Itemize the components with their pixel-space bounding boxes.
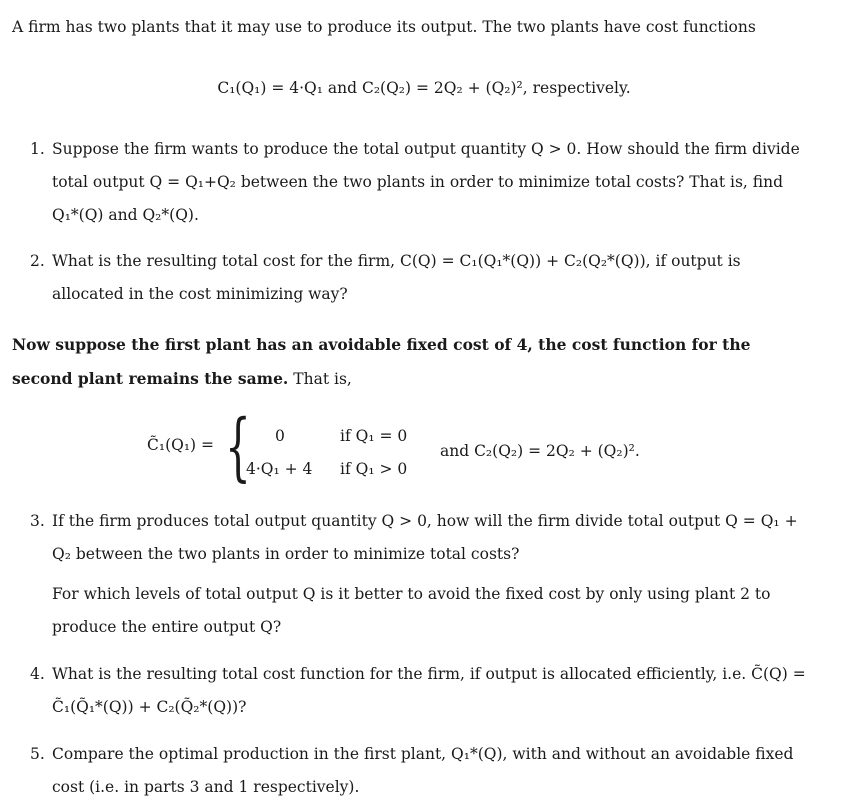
case1-condition: if Q₁ = 0 [340,427,408,445]
q5-text: Compare the optimal production in the first plant, Q₁*(Q), with and without an avoidable fixed cost (i.e. in parts 3 and 1 respectively). [52,745,794,796]
cost-function-equation: C₁(Q₁) = 4·Q₁ and C₂(Q₂) = 2Q₂ + (Q₂)², respectively. [217,79,631,97]
q3-followup-text: For which levels of total output Q is it better to avoid the fixed cost by only using plant 2 to produce the entire output Q? [52,585,771,636]
case2-condition: if Q₁ > 0 [340,460,408,478]
fixed-cost-bold-text: Now suppose the first plant has an avoidable fixed cost of 4, the cost function for the second plant remains the same. [12,335,751,388]
fixed-cost-paragraph [12,328,798,396]
left-brace: { [225,404,251,490]
q1-text: Suppose the firm wants to produce the total output quantity Q > 0. How should the firm divide total output Q = Q₁+Q₂ between the two plants in order to minimize total costs? That is, find Q₁*(Q) and Q₂*(Q). [52,140,800,224]
q4-number: 4. [30,665,45,683]
q4-text: What is the resulting total cost function for the firm, if output is allocated efficiently, i.e. C̃(Q) = C̃₁(Q̃₁*(Q)) + C₂(Q̃₂*(Q))? [52,665,806,716]
q1-number: 1. [30,140,45,158]
plant2-cost-equation: and C₂(Q₂) = 2Q₂ + (Q₂)². [440,442,640,460]
piecewise-lhs: C̃₁(Q₁) = [147,436,215,454]
q5-number: 5. [30,745,45,763]
q3-text: If the firm produces total output quantity Q > 0, how will the firm divide total output Q = Q₁ + Q₂ between the two plants in order to minimize total costs? [52,512,798,563]
case1-value: 0 [275,427,285,445]
q2-number: 2. [30,252,45,270]
case2-value: 4·Q₁ + 4 [246,460,313,478]
q2-text: What is the resulting total cost for the firm, C(Q) = C₁(Q₁*(Q)) + C₂(Q₂*(Q)), if output is allocated in the cost minimizing way? [52,252,741,303]
q3-number: 3. [30,512,45,530]
intro-text: A firm has two plants that it may use to produce its output. The two plants have cost functions [12,18,756,36]
fixed-cost-normal-text: That is, [288,370,352,388]
